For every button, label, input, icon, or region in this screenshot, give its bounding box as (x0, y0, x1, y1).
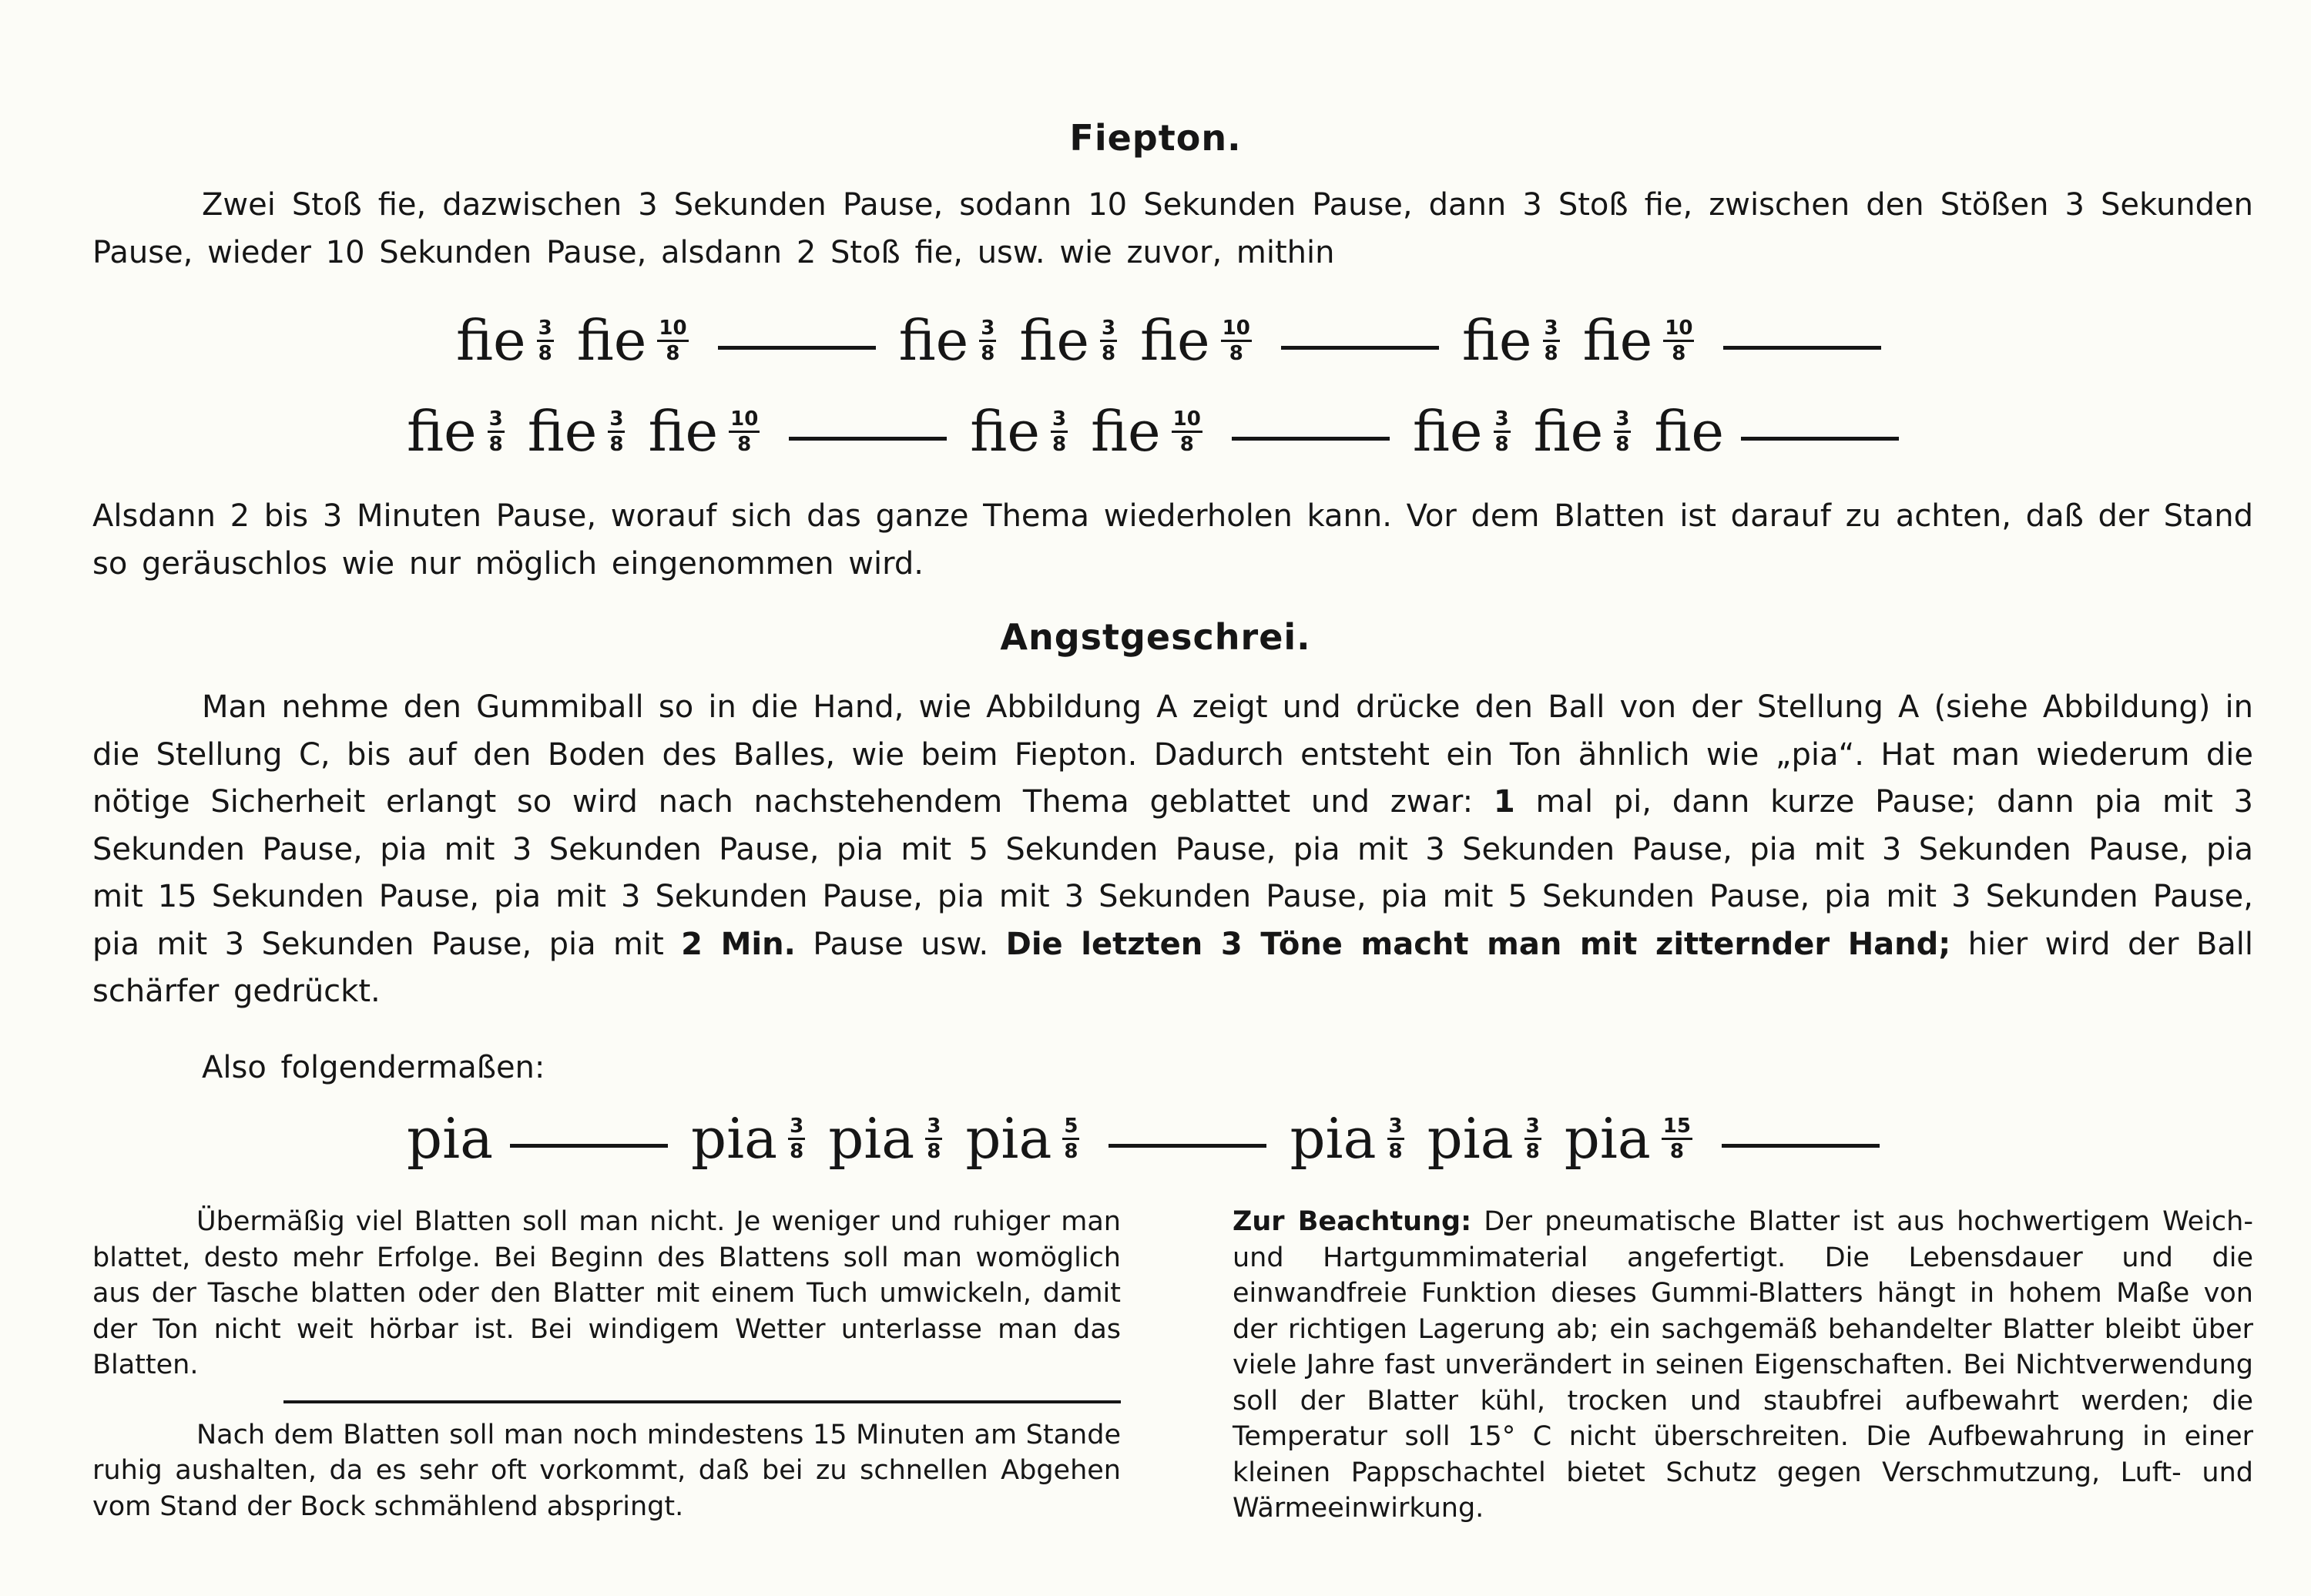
fiepton-l2-duration-fraction (1051, 409, 1068, 454)
fiepton-l2-syllable: fie (1654, 399, 1724, 464)
fraction-denominator: 8 (538, 341, 552, 365)
fraction-denominator: 8 (1615, 432, 1630, 456)
left-p1-main: Übermäßig viel Blatten soll man nicht. Je weniger und ruhiger man blattet, desto mehr Erfolge. Bei Beginn des Blattens soll man womöglich aus der Tasche blatten oder den Blatter mit einem Tuch umwickeln, damit der Ton nicht weit hörbar ist. (92, 1206, 1121, 1345)
right-column-paragraph (1233, 1204, 2253, 1527)
left-p1-underlined: Bei windigem Wetter unterlasse man das Blatten. (92, 1313, 1122, 1380)
fraction-numerator: 3 (1494, 409, 1511, 433)
fraction-numerator: 3 (1614, 409, 1631, 433)
fiepton-l2-syllable: fie (970, 399, 1040, 464)
fraction-denominator: 8 (666, 341, 680, 365)
angst-syllable: pia (1427, 1106, 1514, 1171)
left-column-paragraph-1 (92, 1204, 1121, 1383)
fiepton-l2-syllable: fie (648, 399, 719, 464)
fraction-denominator: 8 (1672, 341, 1686, 365)
angst-duration-fraction (1062, 1116, 1079, 1162)
fraction-numerator: 10 (657, 318, 688, 342)
fraction-denominator: 8 (1229, 341, 1243, 365)
right-column (1233, 1204, 2253, 1527)
zur-beachtung-label: Zur Beachtung: (1233, 1206, 1472, 1237)
fiepton-l2-duration-fraction (488, 409, 505, 454)
fraction-denominator: 8 (737, 432, 752, 456)
fiepton-l1-duration-fraction (1100, 318, 1117, 364)
fiepton-l2-duration-fraction (1172, 409, 1202, 454)
fiepton-l2-syllable: fie (527, 399, 598, 464)
fiepton-l2-duration-fraction (1614, 409, 1631, 454)
fiepton-l2-duration-fraction (729, 409, 760, 454)
fiepton-l1-syllable: fie (1019, 308, 1089, 373)
angst-body-bold-3: Die letzten 3 Töne macht man mit zitternder Hand; (1005, 926, 1951, 962)
underline-rule (283, 1400, 1121, 1403)
angst-duration-fraction (1662, 1116, 1692, 1162)
angst-pause-dash (510, 1144, 668, 1148)
fraction-numerator: 3 (1387, 1116, 1404, 1140)
fraction-numerator: 3 (1524, 1116, 1541, 1140)
fraction-numerator: 3 (1543, 318, 1560, 342)
angst-body-mid: mal pi, dann kurze Pause; dann pia mit 3 Sekunden Pause, pia mit 3 Sekunden Pause, pia mit 5 Sekunden Pause, pia mit 3 Sekunden Pause, pia mit 3 Sekunden Pause, pia mit 15 Sekunden Pause, pia mit 3 Sekunden Pause, pia mit 3 Sekunden Pause, pia mit 5 Sekunden Pause, pia mit 3 Sekunden Pause, pia mit 3 Sekunden Pause, pia mit (92, 784, 2253, 962)
fraction-denominator: 8 (1544, 341, 1558, 365)
angst-syllable: pia (965, 1106, 1052, 1171)
fiepton-notation-line-2 (0, 393, 2311, 470)
fraction-numerator: 5 (1062, 1116, 1079, 1140)
fraction-numerator: 10 (1221, 318, 1252, 342)
fiepton-intro-paragraph: Zwei Stoß fie, dazwischen 3 Sekunden Pause, sodann 10 Sekunden Pause, dann 3 Stoß fie, zwischen den Stößen 3 Sekunden Pause, wieder 10 Sekunden Pause, alsdann 2 Stoß fie, usw. wie zuvor, mithin (92, 187, 2253, 270)
fiepton-l1-pause-dash (1281, 346, 1439, 350)
fiepton-l2-duration-fraction (608, 409, 625, 454)
fraction-denominator: 8 (790, 1139, 804, 1163)
angst-pause-dash (1109, 1144, 1266, 1148)
fraction-denominator: 8 (1669, 1139, 1684, 1163)
fraction-numerator: 3 (608, 409, 625, 433)
fiepton-outro-paragraph: Alsdann 2 bis 3 Minuten Pause, worauf sich das ganze Thema wiederholen kann. Vor dem Blatten ist darauf zu achten, daß der Stand so geräuschlos wie nur möglich eingenommen wird. (92, 498, 2253, 582)
fraction-numerator: 3 (537, 318, 554, 342)
angst-duration-fraction (925, 1116, 942, 1162)
angst-body-end: hier wird der Ball schärfer gedrückt. (92, 926, 2254, 1009)
fraction-denominator: 8 (1179, 432, 1194, 456)
section-title-fiepton: Fiepton. (1069, 117, 1242, 159)
fraction-denominator: 8 (1525, 1139, 1540, 1163)
angstgeschrei-body-paragraph (92, 684, 2253, 1016)
angst-body-mid-2: Pause usw. (795, 926, 1006, 962)
fraction-denominator: 8 (927, 1139, 941, 1163)
fiepton-l1-duration-fraction (537, 318, 554, 364)
fraction-numerator: 3 (488, 409, 505, 433)
angst-pause-dash (1722, 1144, 1880, 1148)
angst-body-bold-2: 2 Min. (681, 926, 796, 962)
fiepton-l1-syllable: fie (1582, 308, 1653, 373)
fiepton-l1-syllable: fie (1140, 308, 1210, 373)
angstgeschrei-notation-line (0, 1100, 2311, 1177)
fiepton-l2-syllable: fie (1412, 399, 1483, 464)
zur-beachtung-text: Der pneumatische Blatter ist aus hochwertigem Weich- und Hartgummimaterial angefertigt. Die Lebensdauer und die einwandfreie Funktion dieses Gummi-Blatters hängt in hohem Maße von der richtigen Lagerung ab; ein sachgemäß behandelter Blatter bleibt über viele Jahre fast unverändert in seinen Eigenschaften. Bei Nichtverwendung soll der Blatter kühl, trocken und staubfrei aufbewahrt werden; die Temperatur soll 15° C nicht überschreiten. Die Aufbewahrung in einer kleinen Pappschachtel bietet Schutz gegen Verschmutzung, Luft- und Wärmeeinwirkung. (1233, 1206, 2253, 1524)
fraction-denominator: 8 (488, 432, 503, 456)
fiepton-l1-duration-fraction (1663, 318, 1694, 364)
fraction-denominator: 8 (1101, 341, 1116, 365)
also-label: Also folgendermaßen: (202, 1050, 545, 1085)
fiepton-l1-duration-fraction (1221, 318, 1252, 364)
fiepton-l2-syllable: fie (1091, 399, 1161, 464)
fraction-denominator: 8 (1494, 432, 1509, 456)
fraction-denominator: 8 (981, 341, 995, 365)
angst-syllable: pia (407, 1106, 494, 1171)
fiepton-l1-pause-dash (718, 346, 876, 350)
fiepton-l1-syllable: fie (576, 308, 647, 373)
fiepton-l2-pause-dash (1232, 437, 1390, 441)
angst-syllable: pia (828, 1106, 915, 1171)
fiepton-notation-line-1 (0, 302, 2311, 379)
fraction-denominator: 8 (1388, 1139, 1403, 1163)
fiepton-l2-syllable: fie (407, 399, 477, 464)
fiepton-l2-syllable: fie (1533, 399, 1604, 464)
fraction-numerator: 10 (729, 409, 760, 433)
left-column-paragraph-2: Nach dem Blatten soll man noch mindestens 15 Minuten am Stande ruhig aushalten, da es sehr oft vorkommt, daß bei zu schnellen Abgehen vom Stand der Bock schmählend abspringt. (92, 1419, 1121, 1522)
fiepton-l1-duration-fraction (657, 318, 688, 364)
fraction-denominator: 8 (1052, 432, 1067, 456)
fraction-numerator: 15 (1662, 1116, 1692, 1140)
fiepton-l2-pause-dash (1741, 437, 1899, 441)
fiepton-l1-duration-fraction (1543, 318, 1560, 364)
fiepton-l1-syllable: fie (898, 308, 969, 373)
angst-duration-fraction (1524, 1116, 1541, 1162)
section-title-angstgeschrei: Angstgeschrei. (1000, 616, 1311, 658)
angst-body-bold-1: 1 (1493, 784, 1515, 820)
angst-syllable: pia (1564, 1106, 1651, 1171)
left-column (92, 1204, 1121, 1524)
fiepton-l1-pause-dash (1723, 346, 1881, 350)
fiepton-l2-pause-dash (789, 437, 947, 441)
fiepton-l2-duration-fraction (1494, 409, 1511, 454)
fraction-denominator: 8 (609, 432, 624, 456)
fraction-numerator: 10 (1663, 318, 1694, 342)
fraction-numerator: 3 (979, 318, 996, 342)
fraction-numerator: 3 (1100, 318, 1117, 342)
fiepton-l1-syllable: fie (1461, 308, 1532, 373)
angst-syllable: pia (691, 1106, 778, 1171)
fraction-numerator: 3 (1051, 409, 1068, 433)
fraction-numerator: 10 (1172, 409, 1202, 433)
angst-duration-fraction (1387, 1116, 1404, 1162)
angst-body-start: Man nehme den Gummiball so in die Hand, wie Abbildung A zeigt und drücke den Ball von der Stellung A (siehe Abbildung) in die Stellung C, bis auf den Boden des Balles, wie beim Fiepton. Dadurch entsteht ein Ton ähnlich wie „pia“. Hat man wiederum die nötige Sicherheit erlangt so wird nach nachstehendem Thema geblattet und zwar: (92, 689, 2253, 820)
fraction-numerator: 3 (788, 1116, 805, 1140)
angst-syllable: pia (1290, 1106, 1377, 1171)
fiepton-l1-duration-fraction (979, 318, 996, 364)
fraction-numerator: 3 (925, 1116, 942, 1140)
angst-duration-fraction (788, 1116, 805, 1162)
fiepton-l1-syllable: fie (456, 308, 526, 373)
fraction-denominator: 8 (1064, 1139, 1078, 1163)
